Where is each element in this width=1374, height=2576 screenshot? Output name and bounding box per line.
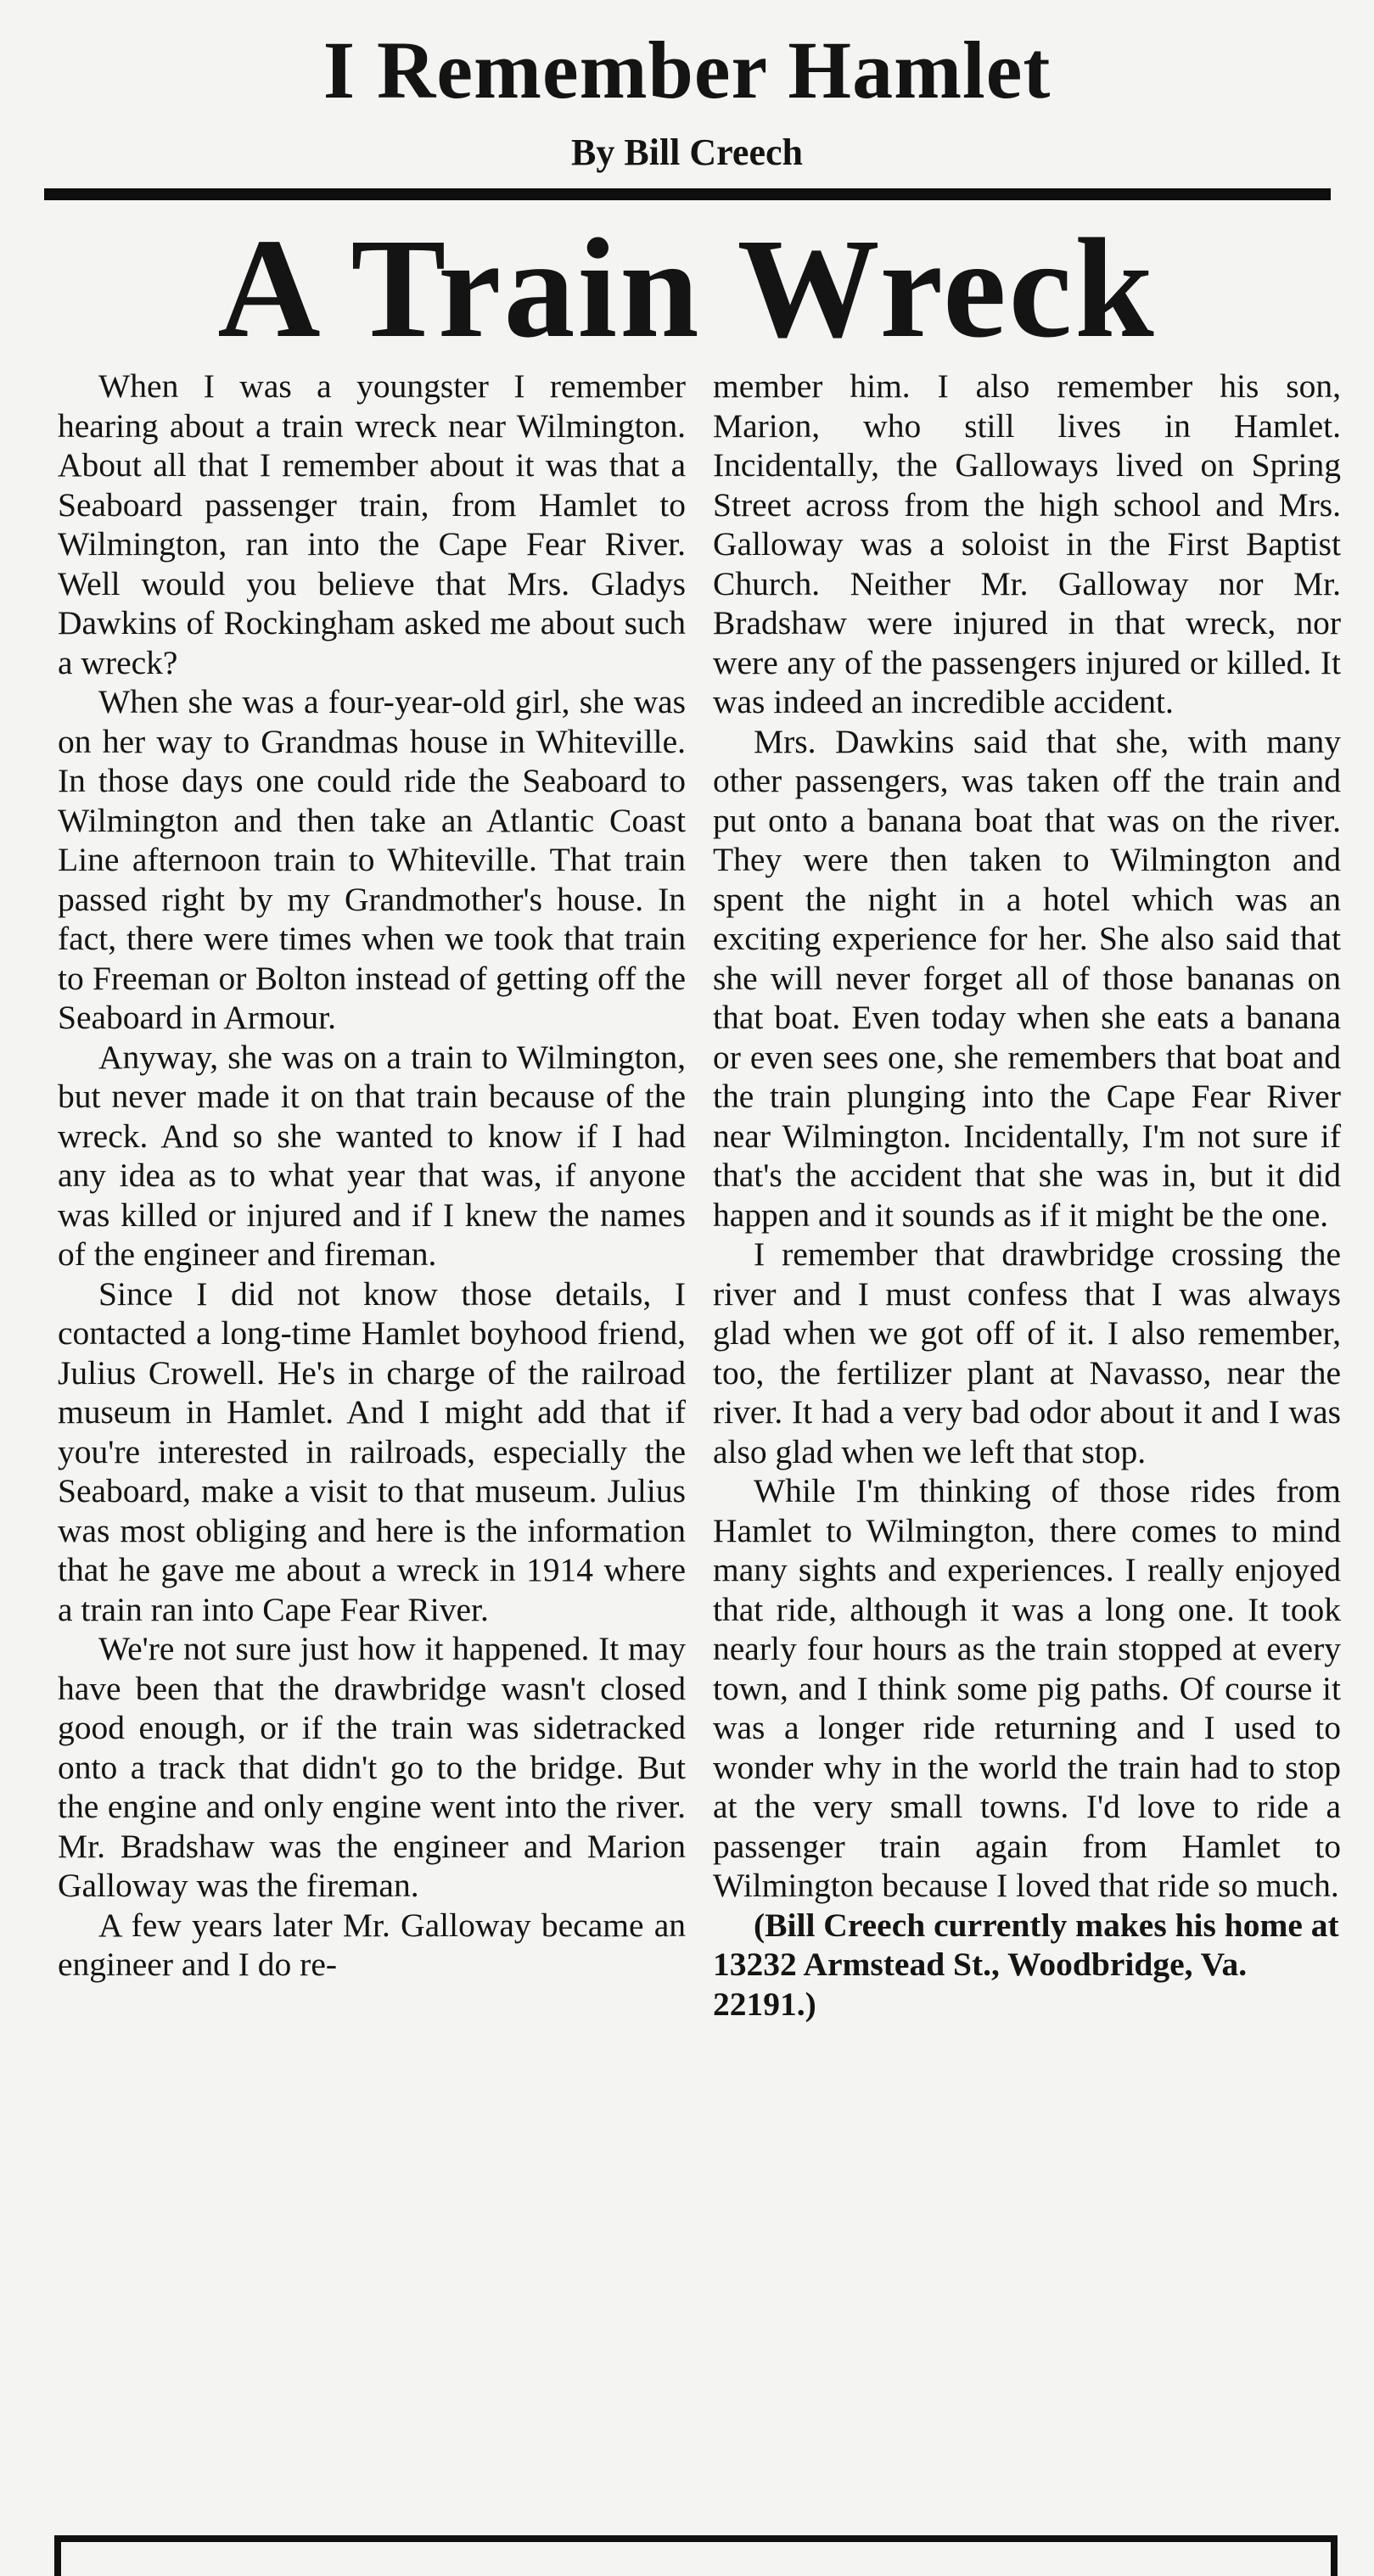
paragraph-continuation: member him. I also remember his son, Marion, who still lives in Hamlet. Incidentally, the Galloways lived on Spring Street across from the high school and Mrs. Galloway was a soloist in the First Baptist Church. Neither Mr. Galloway nor Mr. Bradshaw were injured in that wreck, nor were any of the passengers injured or killed. It was indeed an incredible accident.: [713, 367, 1341, 720]
paragraph: While I'm thinking of those rides from Hamlet to Wilmington, there comes to mind many sights and experiences. I really enjoyed that ride, although it was a long one. It took nearly four hours as the train stopped at every town, and I think some pig paths. Of course it was a longer ride returning and I used to wonder why in the world the train had to stop at the very small towns. I'd love to ride a passenger train again from Hamlet to Wilmington because I loved that ride so much.: [713, 1472, 1341, 1904]
column-title: I Remember Hamlet: [322, 25, 1052, 115]
paragraph: We're not sure just how it happened. It may have been that the drawbridge wasn't closed good enough, or if the train was sidetracked onto a track that didn't go to the bridge. But the engine and only engine went into the river. Mr. Bradshaw was the engineer and Marion Galloway was the fireman.: [58, 1630, 686, 1904]
headline: A Train Wreck: [217, 210, 1157, 367]
paragraph: Since I did not know those details, I contacted a long-time Hamlet boyhood friend, Julius Crowell. He's in charge of the railroad museum in Hamlet. And I might add that if you're interested in railroads, especially the Seaboard, make a visit to that museum. Julius was most obliging and here is the information that he gave me about a wreck in 1914 where a train ran into Cape Fear River.: [58, 1274, 686, 1628]
author-bio: (Bill Creech currently makes his home at 13232 Armstead St., Woodbridge, Va. 22191.): [713, 1906, 1339, 2023]
paragraph: When I was a youngster I remember hearing about a train wreck near Wilmington. About all that I remember about it was that a Seaboard passenger train, from Hamlet to Wilmington, ran into the Cape Fear River. Well would you believe that Mrs. Gladys Dawkins of Rockingham asked me about such a wreck?: [58, 367, 686, 681]
paragraph: A few years later Mr. Galloway became an engineer and I do re-: [58, 1906, 686, 1983]
title-rule: [44, 188, 1331, 200]
paragraph: Anyway, she was on a train to Wilmington, but never made it on that train because of the wreck. And so she wanted to know if I had any idea as to what year that was, if anyone was killed or injured and if I knew the names of the engineer and fireman.: [58, 1038, 686, 1273]
left-column: [58, 367, 686, 1985]
byline: By Bill Creech: [571, 132, 803, 173]
paragraph: Mrs. Dawkins said that she, with many other passengers, was taken off the train and put onto a banana boat that was on the river. They were then taken to Wilmington and spent the night in a hotel which was an exciting experience for her. She also said that she will never forget all of those bananas on that boat. Even today when she eats a banana or even sees one, she remembers that boat and the train plunging into the Cape Fear River near Wilmington. Incidentally, I'm not sure if that's the accident that she was in, but it did happen and it sounds as if it might be the one.: [713, 722, 1341, 1234]
next-article-border: [54, 2535, 1338, 2576]
paragraph: I remember that drawbridge crossing the river and I must confess that I was always glad when we got off of it. I also remember, too, the fertilizer plant at Navasso, near the river. It had a very bad odor about it and I was also glad when we left that stop.: [713, 1235, 1341, 1470]
paragraph: When she was a four-year-old girl, she was on her way to Grandmas house in Whiteville. In those days one could ride the Seaboard to Wilmington and then take an Atlantic Coast Line afternoon train to Whiteville. That train passed right by my Grandmother's house. In fact, there were times when we took that train to Freeman or Bolton instead of getting off the Seaboard in Armour.: [58, 683, 686, 1036]
right-column: [713, 367, 1341, 2024]
